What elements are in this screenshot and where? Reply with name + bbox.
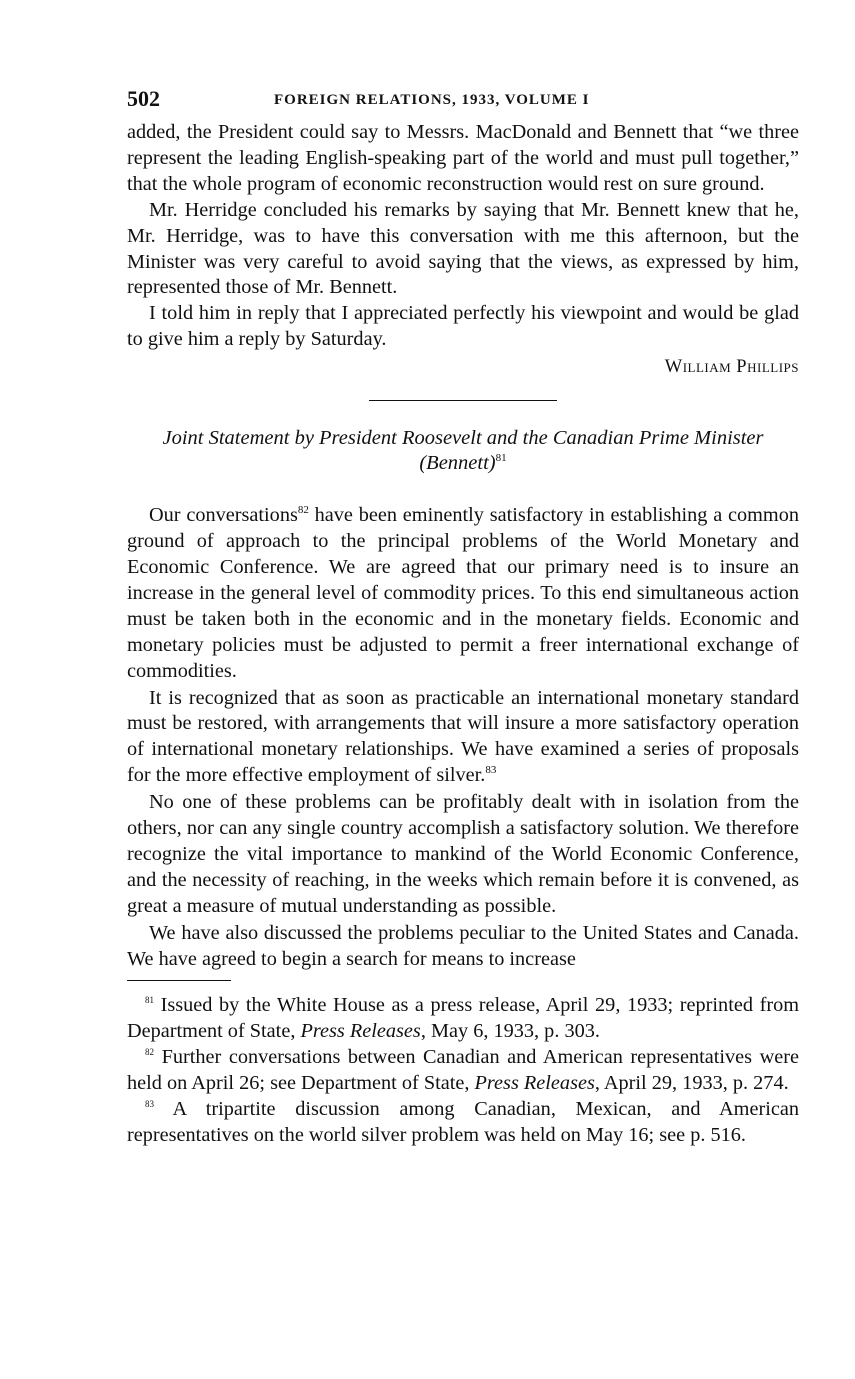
letter-continuation (127, 120, 799, 380)
footnote-marker: 81 (145, 995, 154, 1006)
statement-paragraph (127, 686, 799, 790)
footnote-italic: Press Releases (300, 1020, 421, 1043)
footnote-text: A tripartite discussion among Canadian, Mexican, and American representatives on the world silver problem was held on May 16; see p. 516. (127, 1098, 799, 1146)
statement-paragraph (127, 503, 799, 684)
footnote (127, 993, 799, 1045)
footnote-ref: 81 (495, 452, 507, 465)
document-page (127, 86, 799, 1149)
paragraph-text: have been eminently satisfactory in establishing a common ground of approach to the principal problems of the World Monetary and Economic Conference. We are agreed that our primary need is to insure an increase in the general level of commodity prices. To this end simultaneous action must be taken both in the economic and in the monetary fields. Economic and monetary policies must be adjusted to permit a freer international exchange of commodities. (127, 504, 799, 682)
footnote-text: , May 6, 1933, p. 303. (420, 1020, 600, 1043)
footnote-text: Further conversations between Canadian and American representatives were held on April 26; see Department of State, (127, 1046, 799, 1095)
footnote-text: Issued by the White House as a press release, April 29, 1933; reprinted from Department of State, (127, 994, 799, 1043)
footnote-marker: 82 (145, 1047, 154, 1058)
statement-paragraph: We have also discussed the problems peculiar to the United States and Canada. We have agreed to begin a search for means to increase (127, 921, 799, 970)
letter-paragraph: added, the President could say to Messrs. MacDonald and Bennett that “we three represent the leading English-speaking part of the world and must pull together,” that the whole program of economic reconstruction would rest on sure ground. (127, 121, 799, 195)
footnote-ref: 83 (485, 764, 497, 777)
running-head-title: FOREIGN RELATIONS, 1933, VOLUME I (274, 92, 590, 108)
footnote-text: , April 29, 1933, p. 274. (594, 1072, 789, 1095)
letter-paragraph: I told him in reply that I appreciated perfectly his viewpoint and would be glad to give him a reply by Saturday. (127, 302, 799, 351)
statement-body (127, 503, 799, 972)
section-divider (369, 400, 557, 401)
footnote-ref: 82 (297, 504, 309, 517)
statement-paragraph: No one of these problems can be profitably dealt with in isolation from the others, nor can any single country accomplish a satisfactory solution. We therefore recognize the vital importance to mankind of the World Economic Conference, and the necessity of reaching, in the weeks which remain before it is convened, as great a measure of mutual understanding as possible. (127, 791, 799, 917)
running-head (127, 86, 799, 120)
footnote (127, 1045, 799, 1097)
document-title (127, 426, 799, 476)
footnote-divider (127, 980, 231, 981)
document-title-text: Joint Statement by President Roosevelt and the Canadian Prime Minister (Bennett) (162, 427, 764, 475)
footnote-marker: 83 (145, 1099, 154, 1110)
footnotes (127, 993, 799, 1148)
footnote (127, 1097, 799, 1149)
paragraph-text: Our conversations (149, 504, 298, 527)
paragraph-text: It is recognized that as soon as practicable an international monetary standard must be restored, with arrangements that will insure a more satisfactory operation of international monetary relationships. We have examined a series of proposals for the more effective employment of silver. (127, 686, 799, 787)
signature: William Phillips (664, 357, 799, 378)
letter-paragraph: Mr. Herridge concluded his remarks by saying that Mr. Bennett knew that he, Mr. Herridge, was to have this conversation with me this afternoon, but the Minister was very careful to avoid saying that the views, as expressed by him, represented those of Mr. Bennett. (127, 198, 799, 299)
footnote-italic: Press Releases (474, 1072, 595, 1095)
page-number: 502 (127, 86, 160, 111)
